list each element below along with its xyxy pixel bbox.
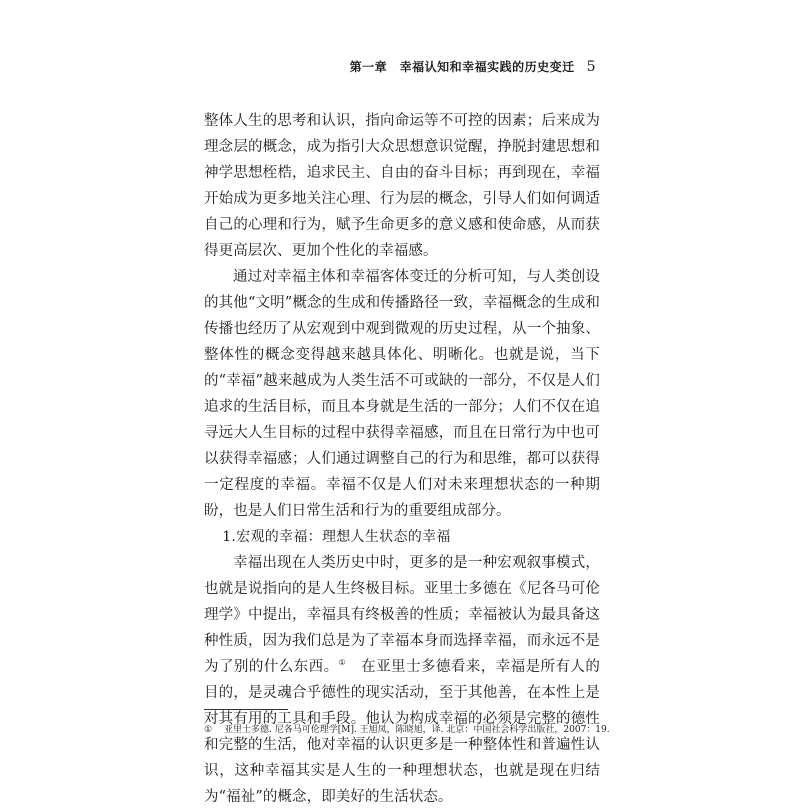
- page-number: 5: [586, 59, 596, 75]
- paragraph: 通过对幸福主体和幸福客体变迁的分析可知，与人类创设的其他“文明”概念的生成和传播路径一致，幸福概念的生成和传播也经历了从宏观到中观到微观的历史过程，从一个抽象、整体性的概念变得越来越具体化、明晰化。也就是说，当下的“幸福”越来越成为人类生活不可或缺的一部分，不仅是人们追求的生活目标，而且本身就是生活的一部分；人们不仅在追寻远大人生目标的过程中获得幸福感，而且在日常行为中也可以获得幸福感；人们通过调整自己的行为和思维，都可以获得一定程度的幸福。幸福不仅是人们对未来理想状态的一种期盼，也是人们日常生活和行为的重要组成部分。: [204, 269, 600, 519]
- footnote: [204, 723, 610, 737]
- running-title: 第一章 幸福认知和幸福实践的历史变迁: [349, 60, 575, 74]
- running-header: [200, 58, 596, 75]
- paragraph-text-part: 幸福出现在人类历史中时，更多的是一种宏观叙事模式，也就是说指向的是人生终极目标。亚里士多德在《尼各马可伦理学》中提出，幸福具有终极善的性质；幸福被认为最具备这种性质，因为我们总是为了幸福本身而选择幸福，而永远不是为了别的什么东西。: [204, 555, 600, 675]
- paragraph-text-part: 在亚里士多德看来，幸福是所有人的目的，是灵魂合乎德性的现实活动，至于其他善，在本性上是对其有用的工具和手段。他认为构成幸福的必须是完整的德性和完整的生活，他对幸福的认识更多是一种整体性和普遍性认识，这种幸福其实是人生的一种理想状态，也就是现在归结为“福祉”的概念，即美好的生活状态。: [204, 659, 600, 805]
- footnote-divider: [204, 709, 288, 710]
- body-text: [204, 108, 600, 810]
- section-heading: 1.宏观的幸福：理想人生状态的幸福: [222, 529, 451, 545]
- footnote-text: 亚里士多德. 尼各马可伦理学[M]. 王旭凤，陈晓旭，译. 北京：中国社会科学出版社，2007：19.: [224, 725, 610, 735]
- paragraph-continued: 整体人生的思考和认识，指向命运等不可控的因素；后来成为理念层的概念，成为指引大众思想意识觉醒，挣脱封建思想和神学思想桎梏，追求民主、自由的奋斗目标；再到现在，幸福开始成为更多地关注心理、行为层的概念，引导人们如何调适自己的心理和行为，赋予生命更多的意义感和使命感，从而获得更高层次、更加个性化的幸福感。: [204, 113, 600, 259]
- footnote-mark: ①: [204, 725, 213, 735]
- paragraph: [204, 550, 600, 810]
- footnote-reference[interactable]: ①: [338, 658, 347, 667]
